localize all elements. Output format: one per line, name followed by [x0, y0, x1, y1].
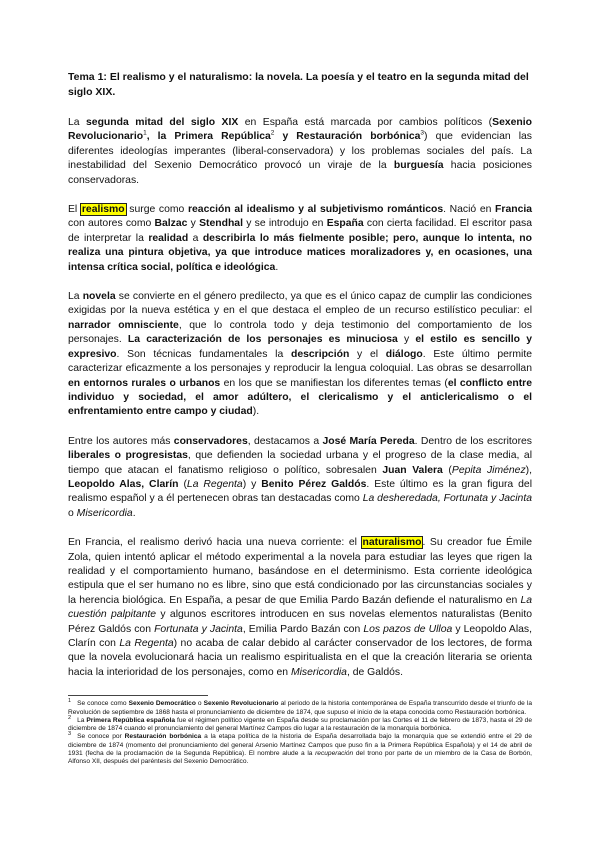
bold-text: Sexenio Democrático [128, 700, 196, 708]
text: . [132, 507, 136, 519]
text: y Leopoldo Alas, Clarín con [68, 623, 532, 649]
bold-text: La caracterización de los personajes es minuciosa [127, 334, 398, 346]
italic-title: La Regenta [186, 478, 243, 490]
bold-text: realidad [148, 232, 189, 244]
italic-title: La cuestión palpitante [68, 594, 532, 621]
text: ( [178, 478, 187, 490]
bold-text: Sexenio Revolucionario [68, 117, 532, 143]
text: El [68, 204, 81, 216]
paragraph-novela [68, 290, 532, 420]
bold-text: el estilo es sencillo y expresivo [68, 334, 532, 360]
text: con cierta facilidad. El escritor pasa de interpretar la [68, 218, 532, 244]
text: fue el régimen político vigente en España desde su proclamación por las Cortes el 11 de febrero de 1873, hasta el 29 de diciembre de 1874 cuando el pronunciamiento del general Martínez Campos dio lugar a la restauración de la monarquía borbónica. [68, 716, 533, 733]
bold-text: Leopoldo Alas, Clarín [68, 478, 179, 490]
text: y [397, 334, 416, 346]
footnote-2 [68, 714, 533, 734]
italic-title: La Regenta [119, 638, 174, 649]
text: se convierte en el género predilecto, ya que es el único capaz de cumplir las condiciones exigidas por la nueva estética y en el que destaca el empleo de un recurso estilístico peculiar: el [68, 291, 532, 317]
text: o [68, 507, 77, 519]
italic-title: La desheredada, Fortunata y Jacinta [362, 493, 533, 505]
italic-title: Fortunata y Jacinta [154, 623, 243, 635]
text: La [68, 117, 87, 128]
text: del trono por parte de un miembro de la Casa de Borbón, Alfonso XII, después del paréntesis del Sexenio Democrático. [68, 750, 532, 766]
bold-text: Francia [495, 204, 533, 216]
text: y el [349, 348, 386, 360]
text: ) y [242, 478, 262, 490]
bold-text: Restauración borbónica [124, 733, 202, 741]
paragraph-autores [68, 435, 532, 521]
bold-text: y Restauración borbónica [274, 131, 421, 143]
text: , de Galdós. [346, 666, 403, 678]
text: . Este último es la gran figura del realismo español y a él pertenecen obras tan destacadas como [68, 478, 533, 505]
paragraph-context [68, 116, 532, 188]
bold-text: narrador omnisciente [68, 319, 179, 331]
document-title: Tema 1: El realismo y el naturalismo: la novela. La poesía y el teatro en la segunda mitad del siglo XIX. [68, 71, 529, 98]
text: . Su creador fue Émile Zola, quien intentó aplicar el método experimental a la novela para estudiar las leyes que rigen la realidad y el comportamiento humano, basándose en el determinismo. Esta corriente ideológica estipula que el ser humano no es libre, sino que está condicionado por las circunstancias sociales y la herencia biológica. En España, a pesar de que Emilia Pardo Bazán defiende el naturalismo en [68, 537, 532, 606]
text: ), [525, 464, 532, 476]
paragraph-naturalismo [68, 536, 532, 680]
text: . Este último permite caracterizar eficazmente a los personajes y reproducir la lengua coloquial. Las obras se desarrollan [68, 348, 533, 375]
text: En Francia, el realismo derivó hacia una nueva corriente: el [68, 537, 362, 549]
bold-text: reacción al idealismo y al subjetivismo románticos [187, 204, 444, 216]
bold-text: conservadores [173, 435, 248, 447]
bold-text: Balzac [154, 218, 188, 230]
bold-text: describirla lo más fielmente posible; pero, aunque lo intenta, no realiza una pintura objetiva, ya que introduce matices moralizadores y, en ocasiones, una intensa crítica social, política e ideológica [68, 232, 532, 273]
bold-text: el conflicto entre individuo y sociedad, el amor adúltero, el clericalismo y el anticlericalismo o el enfrentamiento entre campo y ciudad [68, 377, 533, 418]
text: hacia posiciones conservadoras. [68, 160, 532, 186]
bold-text: Stendhal [199, 218, 243, 230]
bold-text: segunda mitad del siglo XIX [86, 117, 239, 128]
bold-text: España [326, 218, 364, 230]
italic-title: Los pazos de Ulloa [363, 623, 453, 635]
text: o [195, 700, 204, 708]
text: . [275, 261, 279, 273]
footnote-divider [68, 695, 208, 696]
text: en España está marcada por cambios políticos ( [238, 117, 493, 128]
text: ) no acaba de calar debido al carácter conservador de los lectores, de forma que la novela evolucionará hacia un realismo espiritualista en el que la creación literaria se orienta hacia la interioridad de los personajes, como en [68, 638, 533, 678]
highlighted-term: realismo [81, 204, 125, 216]
bold-text: Benito Pérez Galdós [261, 478, 367, 490]
text: Se conoce como [77, 700, 129, 708]
text: La [77, 716, 87, 724]
text: a [188, 232, 203, 244]
text: a la etapa política de la historia de España desarrollada bajo la monarquía que se extendió entre el 29 de diciembre de 1874 (momento del pronunciamiento del general Arsenio Martínez Campos que puso fin a la Primera República Española) y el 14 de abril de 1931 (fecha de la proclamación de la Segunda República). El nombre alude a la [68, 733, 533, 757]
bold-text: descripción [290, 348, 350, 360]
text: y algunos escritores introducen en sus novelas elementos naturalistas (Benito Pérez Galdós con [68, 609, 533, 635]
bold-text: liberales o progresistas [68, 450, 188, 462]
bold-text: novela [82, 291, 116, 303]
bold-text: en entornos rurales o urbanos [68, 377, 221, 389]
text: ). [252, 406, 260, 418]
text: . Nació en [443, 204, 496, 216]
text: . Dentro de los escritores [414, 435, 532, 447]
text: ) que evidencian las diferentes ideologías imperantes (liberal-conservadora) y los problemas sociales del país. La inestabilidad del Sexenio Democrático provocó un viraje de la [68, 131, 532, 172]
bold-text: burguesía [393, 160, 444, 172]
italic-title: Pepita Jiménez [451, 464, 526, 476]
text: Entre los autores más [68, 435, 174, 447]
text: y se introdujo en [242, 218, 327, 230]
footnote-number: 2 [68, 714, 72, 721]
footnote-ref-1[interactable]: 1 [143, 129, 147, 137]
bold-text: Juan Valera [382, 464, 443, 476]
text: , que lo controla todo y deja testimonio del comportamiento de los personajes. [68, 319, 532, 346]
footnote-ref-2[interactable]: 2 [270, 129, 275, 137]
bold-text: Primera República española [86, 716, 176, 724]
text: con autores como [68, 218, 155, 230]
text: Se conoce por [77, 733, 125, 741]
text: en los que se manifiestan los diferentes temas ( [220, 377, 448, 389]
text: La [68, 291, 83, 303]
bold-text: Sexenio Revolucionario [203, 700, 279, 708]
text: ( [442, 464, 452, 476]
italic-text: recuperación [315, 750, 354, 757]
text: , destacamos a [247, 435, 323, 447]
highlighted-term: naturalismo [362, 537, 422, 549]
text: , Emilia Pardo Bazán con [242, 623, 364, 635]
bold-text: diálogo [385, 348, 423, 360]
footnote-1 [68, 700, 532, 717]
footnote-3 [68, 733, 532, 766]
paragraph-realismo [68, 203, 532, 275]
text: al periodo de la historia contemporánea de España transcurrido desde el triunfo de la Revolución de septiembre de 1868 hasta el pronunciamiento de diciembre de 1874, que supuso el inicio de la etapa conocida como Restauración borbónica. [68, 700, 533, 716]
bold-text: , la Primera República [146, 131, 271, 143]
italic-title: Misericordia [76, 507, 133, 519]
text: surge como [125, 204, 188, 216]
bold-text: José María Pereda [322, 435, 415, 447]
text: , que defienden la sociedad urbana y el progreso de la clase media, al tiempo que atacan el fanatismo religioso o político, sobresalen [68, 450, 533, 476]
footnote-number: 3 [68, 731, 72, 738]
text: . Son técnicas fundamentales la [116, 348, 291, 360]
italic-title: Misericordia [290, 666, 347, 678]
footnote-number: 1 [68, 698, 72, 705]
text: y [187, 218, 200, 230]
footnote-ref-3[interactable]: 3 [420, 129, 425, 137]
